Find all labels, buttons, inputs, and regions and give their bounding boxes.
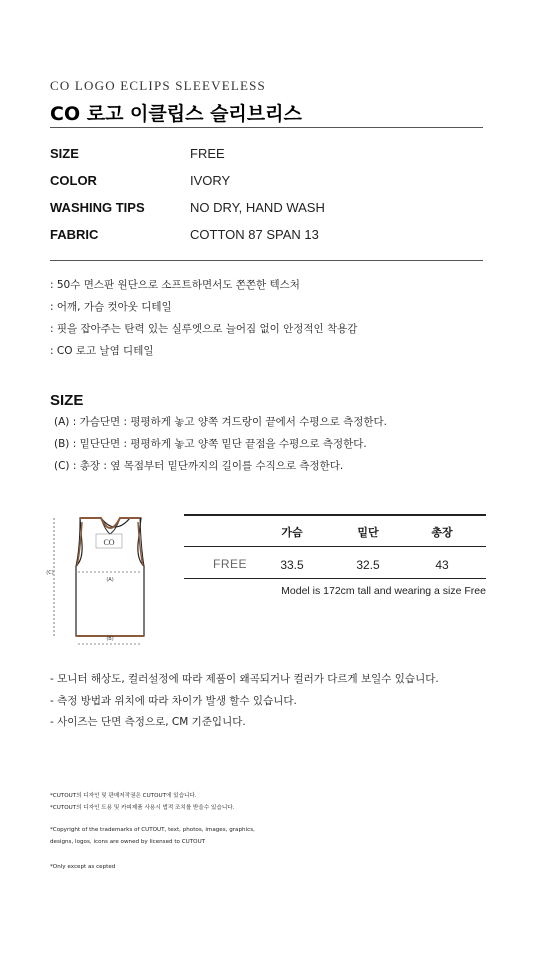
- spec-value-color: IVORY: [190, 173, 231, 188]
- logo-mark: CO: [103, 538, 115, 547]
- product-subtitle: CO LOGO ECLIPS SLEEVELESS: [50, 78, 266, 93]
- note-item: - 측정 방법과 위치에 따라 차이가 발생 할수 있습니다.: [50, 695, 297, 707]
- spec-label-fabric: FABRIC: [50, 227, 99, 242]
- fine-print-line: *Copyright of the trademarks of CUTOUT, text, photos, images, graphics,: [50, 827, 255, 833]
- model-note: Model is 172cm tall and wearing a size Free: [281, 585, 486, 597]
- fine-print-line: designs, logos, icons are owned by licensed to CUTOUT: [50, 839, 206, 845]
- spec-value-fabric: COTTON 87 SPAN 13: [190, 227, 319, 242]
- fine-print-line: *Only except as cepted: [50, 864, 116, 870]
- size-heading: SIZE: [50, 392, 84, 409]
- table-header-chest: 가슴: [281, 526, 303, 539]
- product-title: CO 로고 이클립스 슬리브리스: [50, 103, 302, 125]
- spec-label-washing: WASHING TIPS: [50, 200, 145, 215]
- table-top-rule: [184, 514, 486, 516]
- table-cell-chest: 33.5: [280, 558, 304, 572]
- table-header-length: 총장: [431, 526, 453, 539]
- size-desc-c: (C) : 총장 : 옆 목점부터 밑단까지의 길이를 수직으로 측정한다.: [54, 460, 344, 472]
- note-item: - 사이즈는 단면 측정으로, CM 기준입니다.: [50, 716, 246, 728]
- measure-label-b: (B): [106, 636, 114, 642]
- feature-item: : CO 로고 날염 디테일: [50, 345, 154, 357]
- measure-label-c: (C): [46, 570, 54, 576]
- spec-label-color: COLOR: [50, 173, 97, 188]
- size-desc-b: (B) : 밑단단면 : 평평하게 놓고 양쪽 밑단 끝점을 수평으로 측정한다.: [54, 438, 367, 450]
- spec-value-size: FREE: [190, 146, 225, 161]
- header-divider: [50, 127, 483, 128]
- table-cell-length: 43: [435, 558, 449, 572]
- feature-item: : 핏을 잡아주는 탄력 있는 실루엣으로 늘어짐 없이 안정적인 착용감: [50, 323, 358, 335]
- table-header-hem: 밑단: [357, 526, 379, 539]
- spec-value-washing: NO DRY, HAND WASH: [190, 200, 325, 215]
- note-item: - 모니터 해상도, 컬러설정에 따라 제품이 왜곡되거나 컬러가 다르게 보일수 있습니다.: [50, 673, 439, 685]
- fine-print-line: *CUTOUT의 디자인 도용 및 카피제품 사용시 법적 조치를 받을수 있습니다.: [50, 805, 235, 811]
- fine-print-line: *CUTOUT의 디자인 및 판매저작권은 CUTOUT에 있습니다.: [50, 793, 197, 799]
- spec-label-size: SIZE: [50, 146, 79, 161]
- garment-diagram: [40, 508, 165, 648]
- table-header-rule: [184, 546, 486, 547]
- measure-label-a: (A): [106, 577, 114, 583]
- table-cell-hem: 32.5: [356, 558, 380, 572]
- feature-item: : 50수 면스판 원단으로 소프트하면서도 쫀쫀한 텍스처: [50, 279, 300, 291]
- size-desc-a: (A) : 가슴단면 : 평평하게 놓고 양쪽 겨드랑이 끝에서 수평으로 측정한다.: [54, 416, 388, 428]
- feature-item: : 어깨, 가슴 컷아웃 디테일: [50, 301, 172, 313]
- table-bottom-rule: [184, 578, 486, 579]
- table-row-label: FREE: [212, 557, 247, 571]
- spec-divider: [50, 260, 483, 261]
